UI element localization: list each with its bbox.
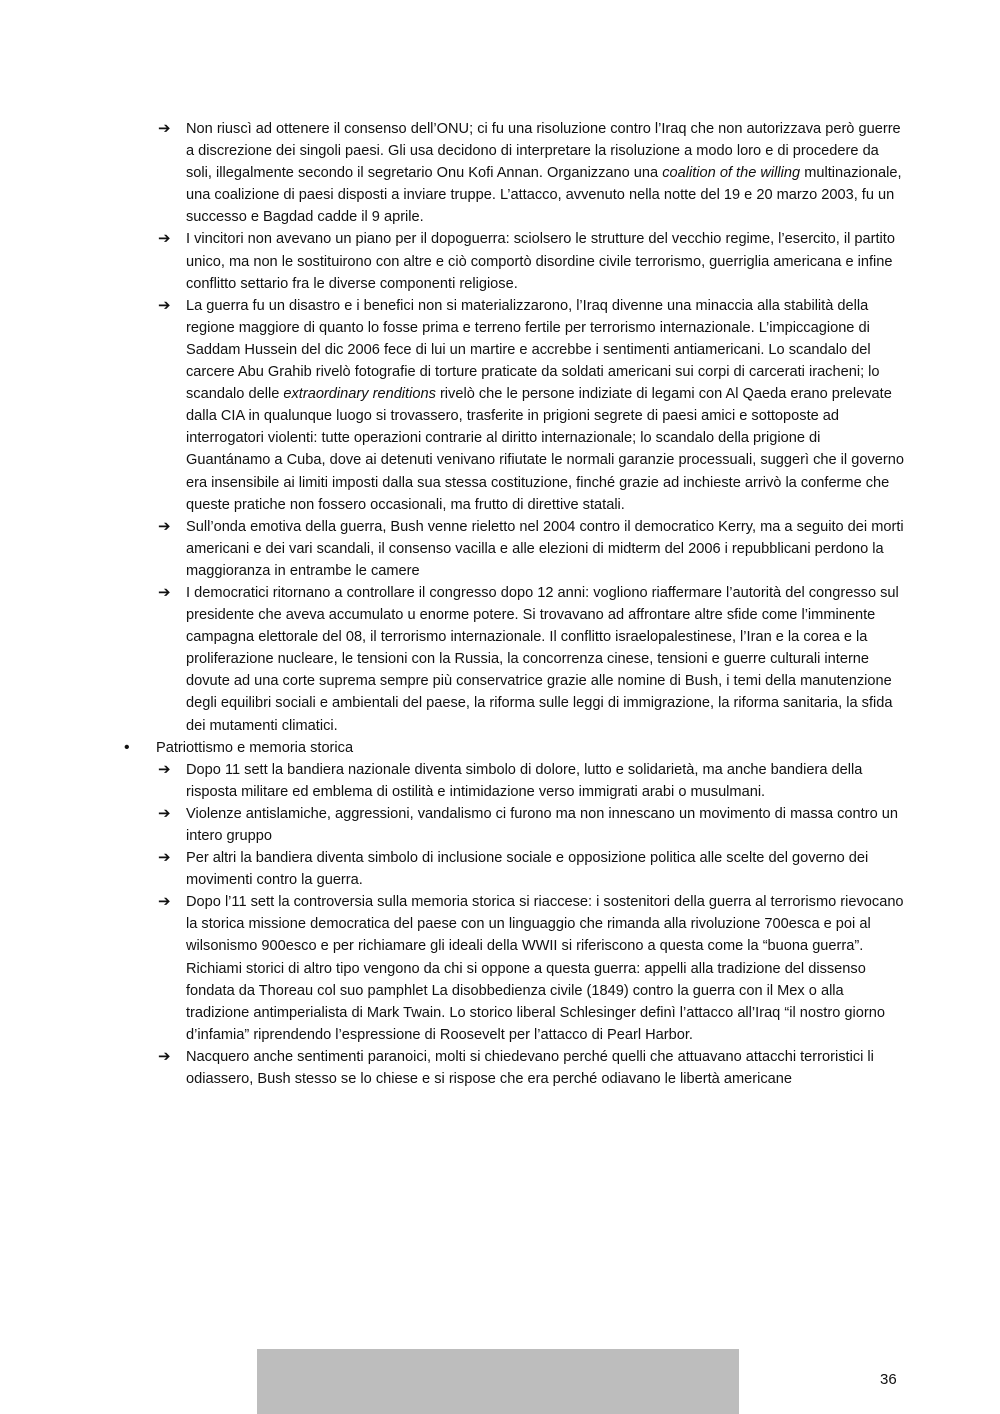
arrow-list-item xyxy=(0,847,906,891)
paragraph-text: Sull’onda emotiva della guerra, Bush venne rieletto nel 2004 contro il democratico Kerry, ma a seguito dei morti americani e dei vari scandali, il consenso vacilla e alle elezioni di midterm del 2006 i repubblicani perdono la maggioranza in entrambe le camere xyxy=(186,518,904,579)
paragraph-text: Non riuscì ad ottenere il consenso dell’ONU; ci fu una risoluzione contro l’Iraq che non autorizzava però guerre a discrezione dei singoli paesi. Gli usa decidono di interpretare la risoluzione a modo loro e di procedere da soli, illegalmente secondo il segretario Onu Kofi Annan. Organizzano una xyxy=(186,121,901,182)
arrow-list-item xyxy=(0,759,906,803)
arrow-bullet-icon: ➔ xyxy=(158,1047,171,1065)
paragraph-text: multinazionale, una coalizione di paesi disposti a inviare truppe. L’attacco, avvenuto nella notte del 19 e 20 marzo 2003, fu un successo e Bagdad cadde il 9 aprile. xyxy=(186,165,902,226)
paragraph-text: Per altri la bandiera diventa simbolo di inclusione sociale e opposizione politica alle scelte del governo dei movimenti contro la guerra. xyxy=(186,850,869,889)
arrow-bullet-icon: ➔ xyxy=(158,230,171,248)
footer-gray-bar xyxy=(257,1349,739,1414)
arrow-bullet-icon: ➔ xyxy=(158,804,171,822)
page-number: 36 xyxy=(880,1371,897,1388)
paragraph-text: La guerra fu un disastro e i benefici non si materializzarono, l’Iraq divenne una minaccia alla stabilità della regione maggiore di quanto lo fosse prima e terreno fertile per terrorismo internazionale. L’impiccagione di Saddam Hussein del dic 2006 fece di lui un martire e accrebbe i sentimenti antiamericani. Lo scandalo del carcere Abu Grahib rivelò fotografie di torture praticate da soldati americani sui corpi di carcerati iracheni; lo scandalo delle xyxy=(186,297,880,403)
arrow-bullet-icon: ➔ xyxy=(158,120,171,137)
arrow-bullet-icon: ➔ xyxy=(158,893,171,911)
arrow-list-item xyxy=(0,295,906,516)
arrow-bullet-icon: ➔ xyxy=(158,517,171,535)
arrow-bullet-icon: ➔ xyxy=(158,296,171,314)
arrow-list-item xyxy=(0,891,906,1046)
italic-text: coalition of the willing xyxy=(662,165,801,182)
arrow-list-item xyxy=(0,228,906,294)
paragraph-text: I vincitori non avevano un piano per il dopoguerra: sciolsero le strutture del vecchio regime, l’esercito, il partito unico, ma non le sostituirono con altre e ciò comportò disordine civile terrorismo, guerriglia americana e infine conflitto settario fra le diverse componenti religiose. xyxy=(186,231,895,292)
italic-text: extraordinary renditions xyxy=(283,386,436,403)
paragraph-text: Dopo l’11 sett la controversia sulla memoria storica si riaccese: i sostenitori della guerra al terrorismo rievocano la storica missione democratica del paese con un linguaggio che rimanda alla rivoluzione 700esca e poi al wilsonismo 900esco e per richiamare gli ideali della WWII si riferiscono a questa come la “buona guerra”. Richiami storici di altro tipo vengono da chi si oppone a questa guerra: appelli alla tradizione del dissenso fondata da Thoreau col suo pamphlet La disobbedienza civile (1849) contro la guerra con il Mex o alla tradizione antimperialista di Mark Twain. Lo storico liberal Schlesinger definì l’attacco all’Iraq “il nostro giorno d’infamia” riprendendo l’espressione di Roosevelt per l’attacco di Pearl Harbor. xyxy=(186,894,904,1043)
dot-bullet-icon: • xyxy=(124,738,130,756)
arrow-list-item xyxy=(0,803,906,847)
paragraph-text: rivelò che le persone indiziate di legami con Al Qaeda erano prelevate dalla CIA in qualunque luogo si trovassero, trasferite in prigioni segrete di paesi amici e sottoposte ad interrogatori violenti: tutte operazioni contrarie al diritto internazionale; lo scandalo della prigione di Guantánamo a Cuba, dove ai detenuti venivano rifiutate le normali garanzie processuali, suggerì che il governo era insensibile ai limiti imposti dalla sua stessa costituzione, finché grazie ad inchieste arrivò la conferme che queste pratiche non fossero occasionali, ma frutto di direttive statali. xyxy=(186,386,904,513)
arrow-list-item xyxy=(0,582,906,737)
paragraph-text: Nacquero anche sentimenti paranoici, molti si chiedevano perché quelli che attuavano attacchi terroristici li odiassero, Bush stesso se lo chiese e si rispose che era perché odiavano le libertà americane xyxy=(186,1048,874,1088)
arrow-bullet-icon: ➔ xyxy=(158,760,171,778)
paragraph-text: Violenze antislamiche, aggressioni, vandalismo ci furono ma non innescano un movimento di massa contro un intero gruppo xyxy=(186,805,898,844)
arrow-list-item xyxy=(0,1046,906,1090)
paragraph-text: Patriottismo e memoria storica xyxy=(156,739,354,756)
bullet-list-item xyxy=(0,737,906,759)
paragraph-text: I democratici ritornano a controllare il congresso dopo 12 anni: vogliono riaffermare l’autorità del congresso sul presidente che aveva accumulato u enorme potere. Si trovavano ad affrontare altre sfide come l’imminente campagna elettorale del 08, il terrorismo internazionale. Il conflitto israelopalestinese, l’Iran e la corea e la proliferazione nucleare, le tensioni con la Russia, la concorrenza cinese, tensioni e guerre culturali interne dovute ad una corte suprema sempre più conservatrice grazie alle nomine di Bush, i temi della manutenzione degli equilibri sociali e ambientali del paese, la riforma sulle leggi di immigrazione, la riforma sanitaria, la sfida dei mutamenti climatici. xyxy=(186,584,899,734)
paragraph-text: Dopo 11 sett la bandiera nazionale diventa simbolo di dolore, lutto e solidarietà, ma anche bandiera della risposta militare ed emblema di ostilità e intimidazione verso immigrati arabi o musulmani. xyxy=(186,761,863,800)
arrow-bullet-icon: ➔ xyxy=(158,583,171,601)
document-body xyxy=(0,118,1000,1090)
arrow-bullet-icon: ➔ xyxy=(158,849,171,867)
arrow-list-item xyxy=(0,118,906,228)
arrow-list-item xyxy=(0,516,906,582)
